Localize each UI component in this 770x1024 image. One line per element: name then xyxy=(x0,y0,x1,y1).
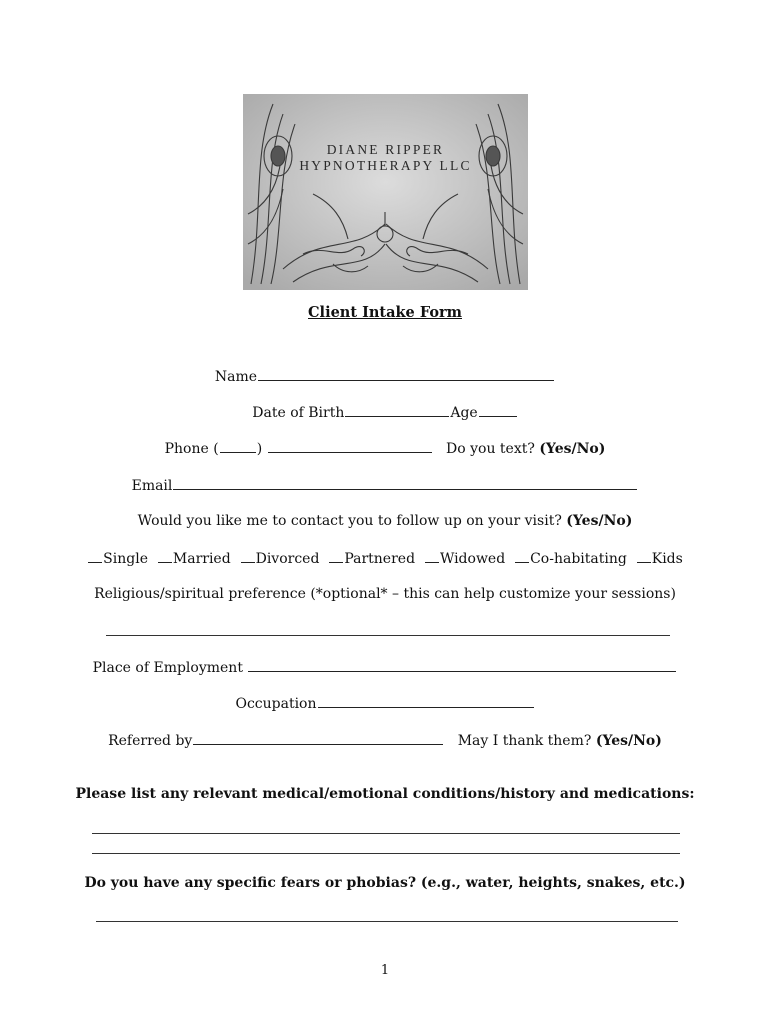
followup-yes-no[interactable]: (Yes/No) xyxy=(566,513,633,529)
form-title: Client Intake Form xyxy=(308,304,462,321)
fears-answer-line[interactable] xyxy=(96,921,678,922)
occupation-field[interactable] xyxy=(318,693,534,708)
widowed-blank[interactable] xyxy=(425,548,439,563)
status-married: Married xyxy=(172,551,231,567)
employment-row xyxy=(0,657,770,678)
page-number-row xyxy=(0,961,770,981)
referred-label: Referred by xyxy=(108,733,193,749)
fears-heading-row xyxy=(0,873,770,893)
divorced-blank[interactable] xyxy=(241,548,255,563)
phone-row xyxy=(0,438,770,459)
thank-yes-no[interactable]: (Yes/No) xyxy=(595,733,662,749)
email-field[interactable] xyxy=(173,475,637,490)
occupation-label: Occupation xyxy=(235,696,317,712)
medical-heading: Please list any relevant medical/emotional conditions/history and medications: xyxy=(75,786,695,802)
medical-answer-line-2[interactable] xyxy=(92,853,680,854)
page-number: 1 xyxy=(380,963,390,978)
peacock-feather-ornament xyxy=(243,94,528,290)
age-field[interactable] xyxy=(479,402,517,417)
thank-question: May I thank them? xyxy=(457,733,592,749)
form-title-row xyxy=(0,303,770,323)
fears-heading: Do you have any specific fears or phobias? (e.g., water, heights, snakes, etc.) xyxy=(84,875,686,891)
status-divorced: Divorced xyxy=(255,551,320,567)
text-yes-no[interactable]: (Yes/No) xyxy=(539,441,606,457)
cohabitating-blank[interactable] xyxy=(515,548,529,563)
name-field[interactable] xyxy=(258,366,554,381)
area-code-field[interactable] xyxy=(220,438,256,453)
status-partnered: Partnered xyxy=(344,551,416,567)
occupation-row xyxy=(0,693,770,714)
status-row xyxy=(0,548,770,569)
phone-close: ) xyxy=(256,441,263,457)
dob-field[interactable] xyxy=(345,402,449,417)
status-cohabitating: Co-habitating xyxy=(530,551,627,567)
email-row xyxy=(0,475,770,496)
employment-field[interactable] xyxy=(248,657,676,672)
medical-heading-row xyxy=(0,784,770,804)
status-widowed: Widowed xyxy=(439,551,506,567)
dob-label: Date of Birth xyxy=(252,405,345,421)
religious-row xyxy=(0,584,770,604)
logo-line-1: DIANE RIPPER xyxy=(326,142,445,157)
medical-answer-line-1[interactable] xyxy=(92,833,680,834)
followup-row xyxy=(0,511,770,531)
dob-row xyxy=(0,402,770,423)
company-logo xyxy=(243,94,528,290)
status-kids: Kids xyxy=(651,551,683,567)
referred-field[interactable] xyxy=(193,730,443,745)
kids-blank[interactable] xyxy=(637,548,651,563)
name-row xyxy=(0,366,770,387)
email-label: Email xyxy=(131,478,173,494)
logo-line-2: HYPNOTHERAPY LLC xyxy=(299,158,472,173)
phone-field[interactable] xyxy=(268,438,432,453)
partnered-blank[interactable] xyxy=(329,548,343,563)
text-question: Do you text? xyxy=(446,441,535,457)
married-blank[interactable] xyxy=(158,548,172,563)
religious-answer-line[interactable] xyxy=(106,635,670,636)
single-blank[interactable] xyxy=(88,548,102,563)
religious-label: Religious/spiritual preference (*optional* – this can help customize your sessions) xyxy=(94,586,676,602)
age-label: Age xyxy=(450,405,478,421)
referred-row xyxy=(0,730,770,751)
name-label: Name xyxy=(214,369,258,385)
followup-question: Would you like me to contact you to follow up on your visit? xyxy=(137,513,562,529)
employment-label: Place of Employment xyxy=(92,660,243,676)
status-single: Single xyxy=(103,551,148,567)
phone-label: Phone ( xyxy=(164,441,219,457)
